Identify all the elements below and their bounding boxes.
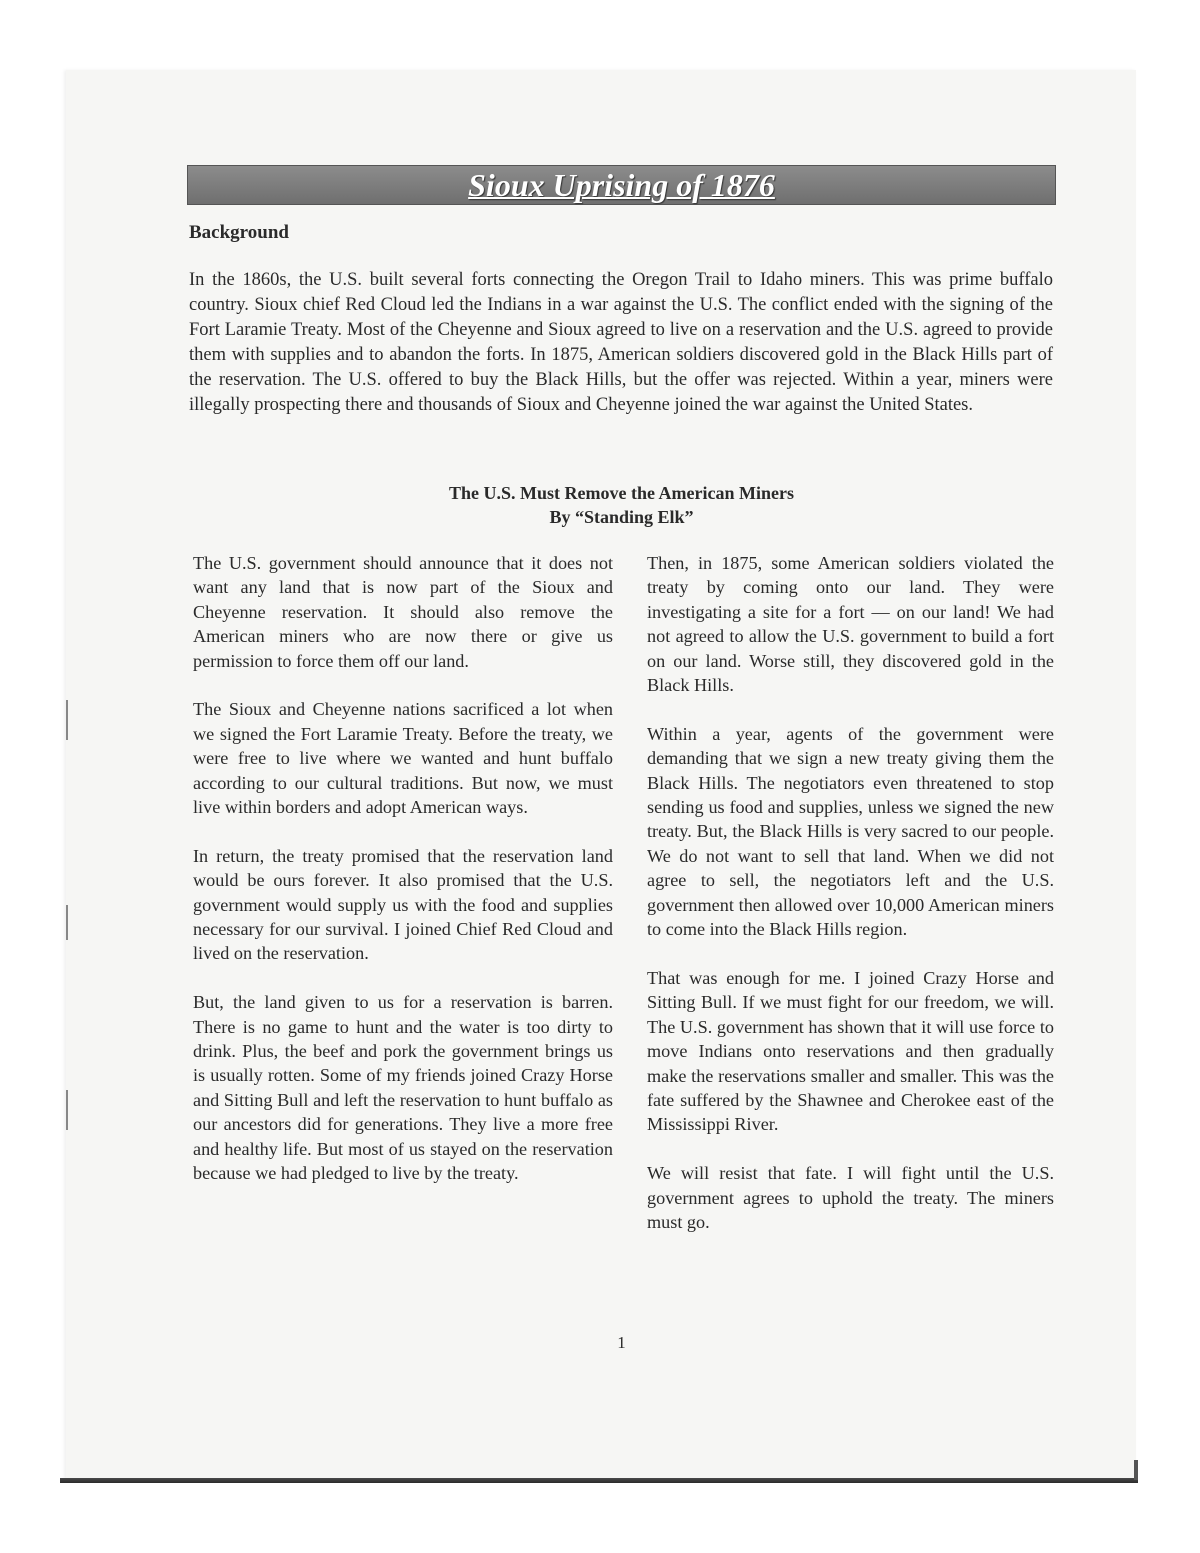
article-title: The U.S. Must Remove the American Miners: [449, 483, 794, 503]
right-paragraph: Within a year, agents of the government were demanding that we sign a new treaty giving them the Black Hills. The negotiators even threatened to stop sending us food and supplies, unless we signed the new treaty. But, the Black Hills is very sacred to our people. We do not want to sell that land. When we did not agree to sell, the negotiators left and the U.S. government then allowed over 10,000 American miners to come into the Black Hills region.: [647, 723, 1054, 940]
left-paragraph: The Sioux and Cheyenne nations sacrificed a lot when we signed the Fort Laramie Treaty. Before the treaty, we were free to live where we wanted and hunt buffalo according to our cultural traditions. But now, we must live within borders and adopt American ways.: [193, 699, 613, 818]
page-number: 1: [617, 1333, 626, 1352]
binding-mark: [66, 905, 68, 940]
page-bottom-edge: [60, 1478, 1138, 1483]
article-heading: [187, 481, 1056, 529]
background-heading: Background: [189, 222, 289, 243]
left-paragraph: The U.S. government should announce that it does not want any land that is now part of the Sioux and Cheyenne reservation. It should also remove the American miners who are now there or give us permission to force them off our land.: [193, 553, 613, 671]
article-byline: By “Standing Elk”: [549, 507, 694, 527]
left-paragraph: In return, the treaty promised that the reservation land would be ours forever. It also promised that the U.S. government would supply us with the food and supplies necessary for our survival. I joined Chief Red Cloud and lived on the reservation.: [193, 845, 613, 964]
page-title: Sioux Uprising of 1876: [468, 167, 775, 203]
background-paragraph: In the 1860s, the U.S. built several forts connecting the Oregon Trail to Idaho miners. This was prime buffalo country. Sioux chief Red Cloud led the Indians in a war against the U.S. The conflict ended with the signing of the Fort Laramie Treaty. Most of the Cheyenne and Sioux agreed to live on a reservation and the U.S. agreed to provide them with supplies and to abandon the forts. In 1875, American soldiers discovered gold in the Black Hills part of the reservation. The U.S. offered to buy the Black Hills, but the offer was rejected. Within a year, miners were illegally prospecting there and thousands of Sioux and Cheyenne joined the war against the United States.: [189, 270, 1053, 415]
binding-mark: [66, 700, 68, 740]
right-paragraph: Then, in 1875, some American soldiers violated the treaty by coming onto our land. They were investigating a site for a fort — on our land! We had not agreed to allow the U.S. government to build a fort on our land. Worse still, they discovered gold in the Black Hills.: [647, 553, 1054, 696]
left-column: [193, 551, 613, 1210]
right-column: [647, 551, 1054, 1259]
right-paragraph: That was enough for me. I joined Crazy Horse and Sitting Bull. If we must fight for our freedom, we will. The U.S. government has shown that it will use force to move Indians onto reservations and then gradually make the reservations smaller and smaller. This was the fate suffered by the Shawnee and Cherokee east of the Mississippi River.: [647, 967, 1054, 1135]
left-paragraph: But, the land given to us for a reservation is barren. There is no game to hunt and the water is too dirty to drink. Plus, the beef and pork the government brings us is usually rotten. Some of my friends joined Crazy Horse and Sitting Bull and left the reservation to hunt buffalo as our ancestors did for generations. They live a more free and healthy life. But most of us stayed on the reservation because we had pledged to live by the treaty.: [193, 992, 613, 1184]
binding-mark: [66, 1090, 68, 1130]
page-corner-shadow: [1134, 1460, 1138, 1480]
title-banner: [187, 165, 1056, 205]
right-paragraph: We will resist that fate. I will fight until the U.S. government agrees to uphold the treaty. The miners must go.: [647, 1163, 1054, 1232]
